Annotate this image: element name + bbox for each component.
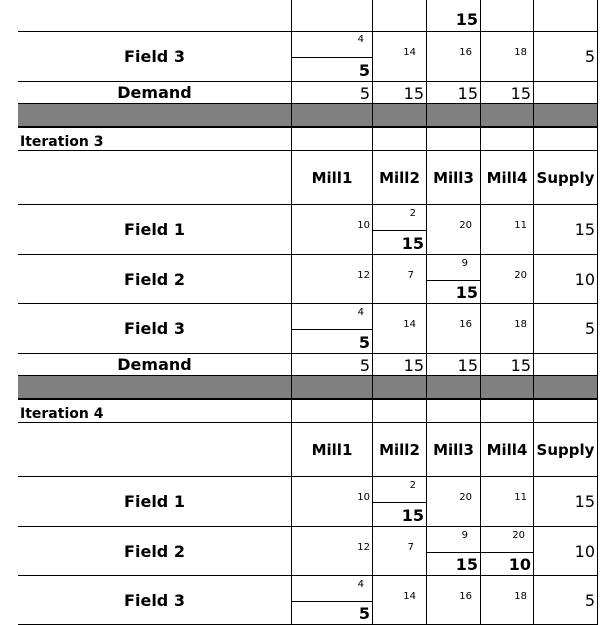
demand-mill1: 5 — [291, 354, 372, 375]
row-label: Demand — [117, 355, 192, 374]
alloc-value: 15 — [455, 283, 478, 302]
cell-divider — [292, 601, 372, 602]
cell-supply — [533, 576, 598, 624]
cost-value: 11 — [514, 492, 527, 503]
empty-cell — [291, 128, 372, 150]
cell-mill1 — [291, 527, 372, 575]
header-mill1: Mill1 — [291, 151, 372, 204]
empty-cell — [18, 423, 291, 476]
cell-supply — [533, 527, 598, 575]
it4-field1-row — [18, 476, 598, 526]
empty-cell — [18, 151, 291, 204]
empty-cell — [372, 400, 426, 422]
cell-mill4 — [480, 477, 533, 526]
cell-mill4 — [480, 32, 533, 81]
cell-mill3 — [426, 304, 480, 353]
sep-cell — [372, 376, 426, 398]
cell-mill4 — [480, 205, 533, 254]
sep-cell — [533, 104, 598, 126]
sep-cell — [291, 376, 372, 398]
row-label: Field 3 — [124, 47, 185, 66]
empty-cell — [372, 128, 426, 150]
cost-value: 14 — [403, 591, 416, 602]
empty-cell — [533, 128, 598, 150]
cell-mill4 — [480, 255, 533, 303]
cell-mill1 — [291, 576, 372, 624]
cost-value: 18 — [514, 591, 527, 602]
it3-demand-row — [18, 353, 598, 375]
separator-row — [18, 103, 598, 127]
it3-title-row — [18, 127, 598, 150]
cell-mill4 — [480, 576, 533, 624]
cell-mill1 — [291, 205, 372, 254]
it2-demand-row — [18, 81, 598, 103]
row-label: Field 2 — [124, 541, 185, 561]
header-mill3: Mill3 — [426, 151, 480, 204]
it3-field2-row — [18, 254, 598, 303]
it4-field2-row — [18, 526, 598, 575]
cell-mill3 — [426, 576, 480, 624]
cost-value: 16 — [459, 47, 472, 58]
cell-supply — [533, 255, 598, 303]
cost-value: 20 — [459, 492, 472, 503]
supply-value: 5 — [584, 47, 595, 66]
cost-value: 10 — [357, 492, 370, 503]
sep-cell — [291, 104, 372, 126]
row-label: Demand — [117, 83, 192, 102]
it3-field3-row — [18, 303, 598, 353]
cell-mill2 — [372, 304, 426, 353]
header-mill4: Mill4 — [480, 151, 533, 204]
cell-mill3 — [426, 205, 480, 254]
cost-value: 4 — [357, 307, 364, 318]
top-partial-mill1 — [291, 0, 372, 31]
iteration-title: Iteration 4 — [20, 406, 104, 422]
cost-value: 12 — [357, 270, 370, 281]
cost-value: 2 — [409, 480, 416, 491]
empty-cell — [291, 400, 372, 422]
cell-mill1 — [291, 255, 372, 303]
cost-value: 10 — [357, 220, 370, 231]
supply-value: 5 — [584, 591, 595, 610]
it4-header-row — [18, 422, 598, 476]
cell-mill3 — [426, 32, 480, 81]
cell-supply — [533, 32, 598, 81]
header-supply: Supply — [533, 423, 598, 476]
alloc-value: 5 — [358, 604, 370, 623]
cost-value: 4 — [357, 579, 364, 590]
cell-divider — [292, 329, 372, 330]
sep-cell — [426, 376, 480, 398]
cell-mill2 — [372, 32, 426, 81]
alloc-value: 10 — [508, 555, 531, 574]
header-mill2: Mill2 — [372, 151, 426, 204]
demand-mill2: 15 — [372, 354, 426, 375]
cost-value: 18 — [514, 47, 527, 58]
cost-value: 20 — [512, 530, 525, 541]
supply-value: 10 — [574, 542, 595, 561]
cell-mill4 — [480, 527, 533, 575]
it2-field3-row — [18, 31, 598, 81]
header-mill4: Mill4 — [480, 423, 533, 476]
cell-mill2 — [372, 527, 426, 575]
demand-mill4: 15 — [480, 82, 533, 103]
header-mill1: Mill1 — [291, 423, 372, 476]
cost-value: 11 — [514, 220, 527, 231]
cell-mill1 — [291, 477, 372, 526]
supply-value: 5 — [584, 319, 595, 338]
cell-mill1 — [291, 32, 372, 81]
cost-value: 16 — [459, 319, 472, 330]
it3-header-row — [18, 150, 598, 204]
cell-mill3 — [426, 477, 480, 526]
row-label: Field 2 — [124, 269, 185, 289]
cost-value: 9 — [461, 258, 468, 269]
cell-divider — [292, 57, 372, 58]
empty-cell — [426, 128, 480, 150]
cell-divider — [481, 552, 533, 553]
cost-value: 16 — [459, 591, 472, 602]
cost-value: 14 — [403, 319, 416, 330]
cell-mill2 — [372, 576, 426, 624]
cell-mill4 — [480, 304, 533, 353]
cell-mill2 — [372, 205, 426, 254]
top-partial-supply — [533, 0, 598, 31]
it3-field1-row — [18, 204, 598, 254]
cost-value: 7 — [407, 542, 414, 553]
top-partial-row — [18, 0, 598, 31]
sep-cell — [426, 104, 480, 126]
sep-cell — [480, 104, 533, 126]
cell-mill2 — [372, 477, 426, 526]
alloc-value: 15 — [401, 506, 424, 525]
cost-value: 4 — [357, 34, 364, 45]
top-partial-mill3 — [426, 0, 480, 31]
cost-value: 20 — [514, 270, 527, 281]
cost-value: 9 — [461, 530, 468, 541]
demand-mill1: 5 — [291, 82, 372, 103]
cost-value: 14 — [403, 47, 416, 58]
cost-value: 7 — [407, 270, 414, 281]
demand-supply — [533, 82, 598, 103]
empty-cell — [480, 128, 533, 150]
cell-mill2 — [372, 255, 426, 303]
sep-cell — [480, 376, 533, 398]
cell-mill3 — [426, 255, 480, 303]
cell-supply — [533, 477, 598, 526]
row-label: Field 1 — [124, 220, 185, 239]
row-label: Field 3 — [124, 319, 185, 338]
iteration-title: Iteration 3 — [20, 134, 104, 150]
demand-mill2: 15 — [372, 82, 426, 103]
cell-divider — [373, 502, 426, 503]
header-supply: Supply — [533, 151, 598, 204]
cost-value: 12 — [357, 542, 370, 553]
sep-cell — [533, 376, 598, 398]
supply-value: 15 — [574, 220, 595, 239]
cell-mill3 — [426, 527, 480, 575]
cost-value: 18 — [514, 319, 527, 330]
cost-value: 20 — [459, 220, 472, 231]
empty-cell — [426, 400, 480, 422]
alloc-value: 5 — [358, 333, 370, 352]
alloc-value: 15 — [455, 555, 478, 574]
cell-supply — [533, 304, 598, 353]
empty-cell — [533, 400, 598, 422]
cell-divider — [427, 552, 480, 553]
alloc-value: 5 — [358, 61, 370, 80]
top-partial-mill2 — [372, 0, 426, 31]
it4-field3-row — [18, 575, 598, 625]
row-label: Field 1 — [124, 492, 185, 511]
cell-divider — [427, 280, 480, 281]
top-partial-a — [18, 0, 291, 31]
empty-cell — [480, 400, 533, 422]
demand-mill3: 15 — [426, 354, 480, 375]
it4-title-row — [18, 399, 598, 422]
cell-divider — [373, 230, 426, 231]
cost-value: 2 — [409, 208, 416, 219]
demand-supply — [533, 354, 598, 375]
sep-cell — [372, 104, 426, 126]
header-mill3: Mill3 — [426, 423, 480, 476]
demand-mill4: 15 — [480, 354, 533, 375]
top-partial-mill4 — [480, 0, 533, 31]
supply-value: 15 — [574, 492, 595, 511]
row-label: Field 3 — [124, 590, 185, 610]
header-mill2: Mill2 — [372, 423, 426, 476]
demand-mill3: 15 — [426, 82, 480, 103]
alloc-value: 15 — [401, 234, 424, 253]
cell-mill1 — [291, 304, 372, 353]
supply-value: 10 — [574, 270, 595, 289]
separator-row — [18, 375, 598, 399]
cell-supply — [533, 205, 598, 254]
alloc-value: 15 — [455, 10, 478, 29]
